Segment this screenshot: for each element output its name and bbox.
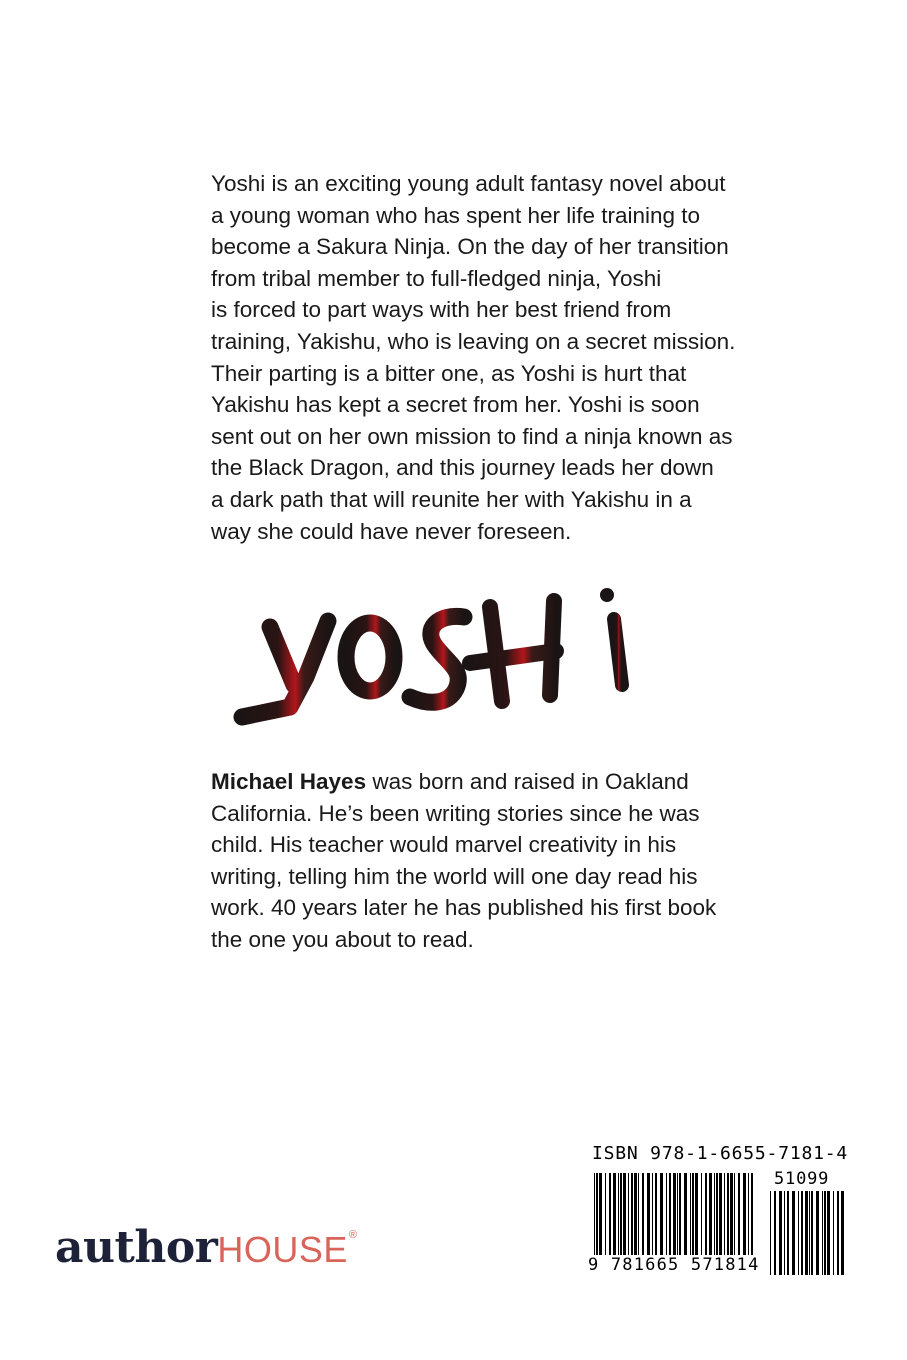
barcode-bar	[638, 1173, 639, 1265]
synopsis-paragraph	[211, 168, 736, 547]
barcode-bar	[809, 1191, 810, 1275]
barcode-bar	[724, 1173, 725, 1265]
barcode-bar	[631, 1173, 633, 1265]
barcode-bar	[738, 1173, 740, 1265]
bio-line: the one you about to read.	[211, 926, 474, 952]
synopsis-line: the Black Dragon, and this journey leads her down	[211, 455, 714, 481]
title-logo	[232, 585, 642, 735]
synopsis-line: a young woman who has spent her life training to	[211, 202, 701, 228]
barcode-bar	[727, 1173, 729, 1265]
barcode-bar	[792, 1191, 795, 1275]
isbn-barcode	[580, 1143, 860, 1283]
barcode-bar	[841, 1191, 844, 1275]
barcode-bar	[701, 1173, 702, 1265]
barcode-bar	[613, 1173, 616, 1265]
barcode-bar	[655, 1173, 657, 1265]
barcode-bar	[642, 1173, 644, 1265]
barcode-bar	[594, 1173, 595, 1265]
barcode-bar	[620, 1173, 622, 1265]
barcode-bar	[719, 1173, 722, 1265]
barcode-bar	[779, 1191, 782, 1275]
barcode-bar	[690, 1173, 691, 1265]
barcode-bar	[805, 1191, 808, 1275]
price-code: 51099	[774, 1169, 830, 1189]
barcode-bar	[634, 1173, 637, 1265]
publisher-logo-house: HOUSE	[217, 1229, 348, 1270]
bio-first-line	[211, 766, 711, 798]
barcode-bar	[628, 1173, 629, 1265]
barcode-bar	[824, 1191, 826, 1275]
barcode-bar	[677, 1173, 678, 1265]
barcode-bar	[647, 1173, 650, 1265]
barcode-bar	[798, 1191, 799, 1275]
bio-first-line-rest: was born and raised in Oakland	[366, 769, 689, 794]
barcode-bar	[730, 1173, 733, 1265]
barcode-bar	[605, 1173, 606, 1265]
synopsis-line: from tribal member to full-fledged ninja, Yoshi	[211, 265, 662, 291]
barcode-bar	[784, 1191, 785, 1275]
barcode-bar	[827, 1191, 830, 1275]
synopsis-line: Their parting is a bitter one, as Yoshi is hurt that	[211, 360, 687, 386]
registered-mark: ®	[348, 1229, 357, 1241]
barcode-bar	[669, 1173, 671, 1265]
barcode-bar	[734, 1173, 735, 1265]
barcode-bar	[751, 1173, 753, 1265]
barcode-bar	[770, 1191, 771, 1275]
publisher-logo-author: author	[55, 1222, 218, 1273]
barcode-bar	[673, 1173, 676, 1265]
author-name: Michael Hayes	[211, 769, 367, 794]
synopsis-line: training, Yakishu, who is leaving on a secret mission.	[211, 328, 736, 354]
barcode-bar	[748, 1173, 749, 1265]
bio-line: California. He’s been writing stories since he was	[211, 800, 700, 826]
barcode-bar	[716, 1173, 718, 1265]
barcode-bar	[822, 1191, 823, 1275]
synopsis-line: become a Sakura Ninja. On the day of her transition	[211, 234, 729, 260]
synopsis-line: sent out on her own mission to find a ninja known as	[211, 423, 733, 449]
barcode-bar	[599, 1173, 602, 1265]
synopsis-line: Yoshi is an exciting young adult fantasy novel about	[211, 171, 726, 196]
bio-line: work. 40 years later he has published his first book	[211, 895, 717, 921]
barcode-bar	[596, 1173, 598, 1265]
isbn-label: ISBN 978-1-6655-7181-4	[592, 1143, 849, 1164]
barcode-bar	[679, 1173, 681, 1265]
barcode-bar	[743, 1173, 746, 1265]
synopsis-line: is forced to part ways with her best friend from	[211, 297, 672, 323]
barcode-bar	[816, 1191, 819, 1275]
barcode-bar	[801, 1191, 803, 1275]
synopsis-line: a dark path that will reunite her with Yakishu in a	[211, 486, 692, 512]
barcode-bar	[660, 1173, 663, 1265]
barcode-bar	[774, 1191, 776, 1275]
bio-line: child. His teacher would marvel creativity in his	[211, 832, 677, 858]
title-logo-brush-art	[232, 585, 642, 735]
synopsis-line: Yakishu has kept a secret from her. Yoshi is soon	[211, 392, 700, 418]
barcode-bar	[623, 1173, 626, 1265]
barcode-bar	[692, 1173, 694, 1265]
barcode-bar	[609, 1173, 611, 1265]
barcode-bar	[684, 1173, 687, 1265]
barcode-bar	[811, 1191, 813, 1275]
barcode-bar	[695, 1173, 698, 1265]
barcode-bar	[833, 1191, 834, 1275]
barcode-bar	[787, 1191, 789, 1275]
barcode-bar	[705, 1173, 707, 1265]
barcode-bar	[709, 1173, 712, 1265]
barcode-bar	[652, 1173, 653, 1265]
synopsis-line: way she could have never foreseen.	[211, 518, 572, 544]
barcode-bar	[618, 1173, 619, 1265]
author-bio	[211, 766, 717, 956]
barcode-bar	[837, 1191, 839, 1275]
barcode-bar	[666, 1173, 667, 1265]
ean-digits: 9 781665 571814	[588, 1255, 760, 1275]
publisher-logo	[55, 1222, 357, 1273]
barcode-bar	[714, 1173, 715, 1265]
bio-line: writing, telling him the world will one day read his	[211, 863, 698, 889]
